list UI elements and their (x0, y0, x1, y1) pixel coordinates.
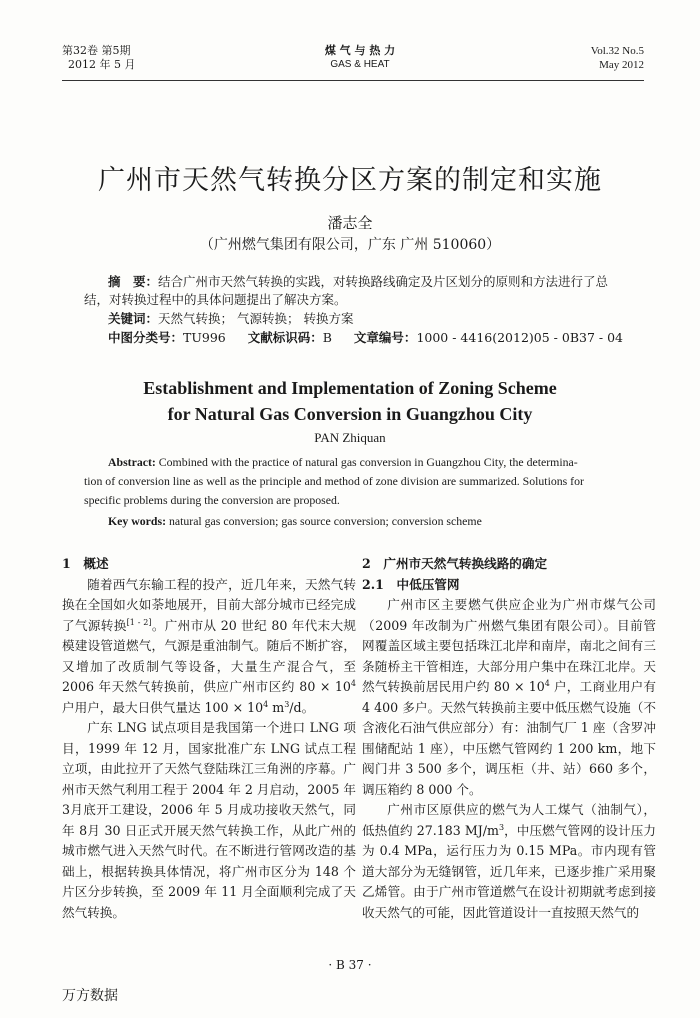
abstract-cn-line2: 结，对转换过程中的具体问题提出了解决方案。 (84, 292, 347, 307)
header-rule (62, 80, 644, 81)
abstract-en: Abstract: Combined with the practice of natural gas conversion in Guangzhou City, the determina- tion of conversion line as well as the principle and method of zone division are summarized. Solutions for specific problems during the conversion are proposed. (84, 455, 584, 507)
right-column (362, 554, 656, 923)
classification-line: 中图分类号：TU996 文献标识码：B 文章编号：1000 - 4416(2012)05 - 0B37 - 04 (108, 330, 623, 345)
section2-heading: 2 广州市天然气转换线路的确定 (362, 556, 548, 571)
left-column (62, 554, 356, 923)
journal-volume-en: Vol.32 No.5 May 2012 (590, 45, 644, 71)
journal-volume-issue: 第32卷 第5期 2012 年 5 月 (62, 44, 136, 71)
right-paragraph-1: 广州市区主要燃气供应企业为广州市煤气公司（2009 年改制为广州燃气集团有限公司）。目前管网覆盖区域主要包括珠江北岸和南岸，南北之间有三条随桥主干管相连，大部分用户集中在珠江北岸。天然气转换前居民用户约 $80 \times 10^4$ 户，工商业用户有 4 400 多户。天然气转换前主要中低压燃气设施（不含液化石油气供应部分）有：油制气厂 1 座（含罗冲围储配站 1 座），中压燃气管网约 1 200 km，地下阀门井 3 500 多个，调压柜（井、站）660 多个，调压箱约 8 000 个。 (362, 597, 657, 797)
left-paragraph-2: 广东 LNG 试点项目是我国第一个进口 LNG 项目，1999 年 12 月，国家批准广东 LNG 试点工程立项，由此拉开了天然气登陆珠江三角洲的序幕。广州市天然气利用工程于 2004 年 2 月启动，2005 年 3月底开工建设，2006 年 5 月成功接收天然气，同年 8月 30 日正式开展天然气转换工作，从此广州的城市燃气进入天然气时代。在不断进行管网改造的基础上，根据转换具体情况，将广州市区分为 148 个片区分步转换，至 2009 年 11 月全面顺利完成了天然气转换。 (62, 720, 357, 920)
watermark: 万方数据 (62, 988, 118, 1004)
subsection-2-1-heading: 2.1 中低压管网 (362, 576, 460, 592)
left-paragraph-1: 随着西气东输工程的投产，近几年来，天然气转换在全国如火如荼地展开，目前大部分城市已经完成了气源转换[1 - 2]。广州市从 20 世纪 80 年代末大规模建设管道燃气，气源是重油制气。随后不断扩容，又增加了改质制气等设备，大量生产混合气，至2006 年天然气转换前，供应广州市区约 $80 \times 10^4$ 户用户，最大日供气量达 $100 \times 10^4$ $m^3/d$。 (62, 576, 357, 715)
keywords-cn: 关键词：天然气转换； 气源转换； 转换方案 (108, 311, 354, 326)
affiliation-cn: （广州燃气集团有限公司，广东 广州 510060） (199, 237, 501, 253)
paper-title-en-line2: for Natural Gas Conversion in Guangzhou City (167, 404, 533, 424)
page-number: · B 37 · (328, 958, 372, 972)
abstract-cn-label: 摘 要： (108, 274, 159, 289)
keywords-en: Key words: natural gas conversion; gas source conversion; conversion scheme (108, 514, 482, 528)
abstract-cn: 摘 要：结合广州市天然气转换的实践，对转换路线确定及片区划分的原则和方法进行了总 (108, 274, 609, 289)
right-paragraph-2: 广州市区原供应的燃气为人工煤气（油制气），低热值约 27.183 $MJ/m^3$，中压燃气管网的设计压力为 0.4 MPa，运行压力为 0.15 MPa。市内现有管道大部分为无缝钢管，近几年来，已逐步推广采用聚乙烯管。由于广州市管道燃气在设计初期就考虑到接收天然气的可能，因此管道设计一直按照天然气的 (362, 802, 657, 920)
section1-heading: 1 概述 (62, 556, 109, 571)
paper-title-en-line1: Establishment and Implementation of Zoning Scheme (143, 378, 557, 398)
author-cn: 潘志全 (327, 214, 373, 232)
author-en: PAN Zhiquan (314, 430, 386, 445)
paper-title-cn: 广州市天然气转换分区方案的制定和实施 (98, 165, 602, 196)
journal-name: 煤 气 与 热 力 GAS & HEAT (324, 44, 396, 70)
